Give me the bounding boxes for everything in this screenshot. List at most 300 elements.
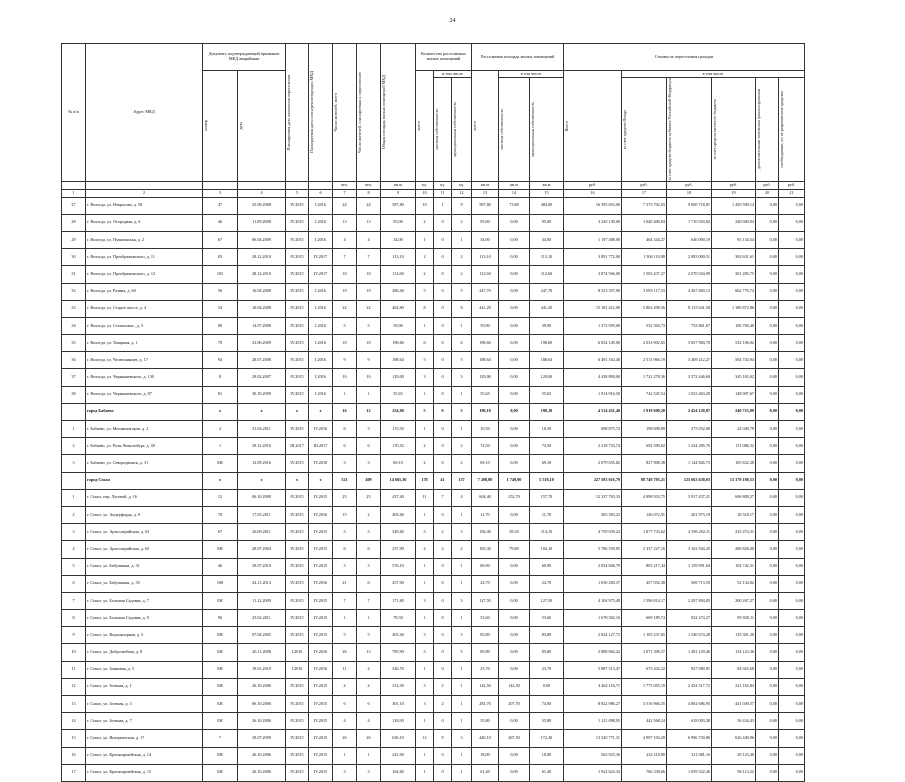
table-cell: 3 xyxy=(357,764,381,781)
table-cell: IV.2015 xyxy=(309,730,333,747)
table-cell: IV.2015 xyxy=(309,627,333,644)
row-number-cell: 27 xyxy=(62,197,86,214)
table-cell: 0,00 xyxy=(779,472,805,489)
table-cell: 35,80 xyxy=(472,713,499,730)
table-cell: 2 xyxy=(416,266,434,283)
table-cell: IV.2015 xyxy=(309,541,333,558)
table-cell: 0,00 xyxy=(756,678,779,695)
table-cell: 4 998 933,75 xyxy=(622,489,667,506)
table-row xyxy=(62,730,805,747)
table-cell: 0,00 xyxy=(779,661,805,678)
column-index-cell: 8 xyxy=(357,189,381,197)
table-cell: 1 xyxy=(452,317,472,334)
table-cell: 240 040,04 xyxy=(712,214,756,231)
table-cell: 10 xyxy=(416,197,434,214)
table-cell: 618 003,38 xyxy=(667,713,712,730)
table-cell: 3 093 117,33 xyxy=(622,283,667,300)
table-cell: 8 115 041,58 xyxy=(667,300,712,317)
table-cell: 0,00 xyxy=(499,575,530,592)
table-cell: 19 xyxy=(333,283,357,300)
table-cell: 95,00 xyxy=(381,214,416,231)
table-cell: 16 395 653,00 xyxy=(564,197,622,214)
table-cell: 06.04.2009 xyxy=(238,231,286,248)
table-cell: 252,70 xyxy=(499,489,530,506)
table-cell: 0,00 xyxy=(756,592,779,609)
table-cell: 0,00 xyxy=(756,197,779,214)
table-cell: 1 xyxy=(416,764,434,781)
table-cell: I.2016 xyxy=(309,214,333,231)
table-cell: 15 xyxy=(333,506,357,523)
table-cell: 162,60 xyxy=(381,764,416,781)
table-cell: IV.2015 xyxy=(286,575,309,592)
table-cell: 22 xyxy=(357,300,381,317)
table-cell: 1 xyxy=(333,610,357,627)
table-cell: 0 xyxy=(434,300,452,317)
table-cell: 1 144 826,73 xyxy=(667,455,712,472)
row-number-cell: 1 xyxy=(62,489,86,506)
table-cell: 10 xyxy=(357,369,381,386)
table-cell: 2 xyxy=(452,214,472,231)
row-number-cell xyxy=(62,403,86,420)
extra-header: дополнительные источники финансирования xyxy=(756,78,779,182)
table-cell: I.2016 xyxy=(309,317,333,334)
table-cell: 85,80 xyxy=(530,644,564,661)
column-index-cell: 12 xyxy=(452,189,472,197)
table-cell: 34,00 xyxy=(381,231,416,248)
table-cell: 0,00 xyxy=(499,403,530,420)
table-cell: 0,00 xyxy=(779,317,805,334)
table-cell: 3 xyxy=(452,730,472,747)
table-cell: 1 xyxy=(452,231,472,248)
table-row xyxy=(62,627,805,644)
table-cell: 0,00 xyxy=(756,317,779,334)
table-cell: 237,09 xyxy=(381,541,416,558)
table-cell: 46 xyxy=(203,214,238,231)
table-cell: 26 xyxy=(333,730,357,747)
table-cell: х xyxy=(309,403,333,420)
table-cell: IV.2015 xyxy=(309,764,333,781)
table-row xyxy=(62,386,805,403)
table-cell: 11.09.2008 xyxy=(238,214,286,231)
table-cell: 2 218 733,74 xyxy=(564,438,622,455)
table-cell: IV.2015 xyxy=(286,541,309,558)
table-cell: 61,40 xyxy=(472,764,499,781)
table-cell: 104,10 xyxy=(530,541,564,558)
table-cell: 1 540 674,28 xyxy=(667,627,712,644)
table-cell: 23,70 xyxy=(530,661,564,678)
table-cell: 669 189,74 xyxy=(622,610,667,627)
table-cell: 60,90 xyxy=(472,558,499,575)
table-cell: БН xyxy=(203,661,238,678)
unit-cell xyxy=(86,181,203,189)
table-cell: 2 454 128,07 xyxy=(667,403,712,420)
address-cell: г. Вологда, ул. Челюскинцев, д. 17 xyxy=(86,352,203,369)
table-cell: 5 xyxy=(357,317,381,334)
table-cell: 112,60 xyxy=(381,266,416,283)
address-cell: г. Сокол, ул. Большая Садовая, д. 7 xyxy=(86,592,203,609)
table-cell: 39,90 xyxy=(381,317,416,334)
table-cell: 232 218,90 xyxy=(622,747,667,764)
table-cell: 5 xyxy=(452,283,472,300)
table-cell: 2 xyxy=(452,266,472,283)
table-cell: 10,50 xyxy=(472,421,499,438)
table-cell: 11 xyxy=(333,661,357,678)
table-cell: 0 xyxy=(434,352,452,369)
table-row xyxy=(62,644,805,661)
table-cell: 3 874 566,00 xyxy=(564,266,622,283)
qty-group-header: Количество расселяемых жилых помещений xyxy=(416,44,472,71)
table-cell: 1 xyxy=(452,386,472,403)
table-cell: 4 xyxy=(333,713,357,730)
table-cell: IV.2015 xyxy=(286,558,309,575)
table-cell: 235 474,31 xyxy=(712,524,756,541)
address-cell: г. Сокол, ул. Зеленая, д. 3 xyxy=(86,696,203,713)
table-cell: 24,70 xyxy=(472,575,499,592)
table-cell: 2 xyxy=(434,678,452,695)
table-cell: IV.2015 xyxy=(286,231,309,248)
table-cell: 0,00 xyxy=(779,369,805,386)
table-cell: 7 xyxy=(203,730,238,747)
table-cell: IV.2015 xyxy=(309,524,333,541)
table-cell: 1 xyxy=(416,713,434,730)
table-cell: 142,50 xyxy=(499,678,530,695)
total-area-header: Общая площадь жилых помещений МКД xyxy=(381,44,416,182)
table-cell: 3 xyxy=(452,369,472,386)
area-private-header: частная собственность xyxy=(499,78,530,182)
table-cell: 1 xyxy=(416,610,434,627)
table-cell: 552 394,73 xyxy=(622,317,667,334)
table-row xyxy=(62,300,805,317)
address-cell: г. Вологда, ул. Некрасова, д. 58 xyxy=(86,197,203,214)
table-cell: 2 083 000,51 xyxy=(667,249,712,266)
table-cell: 5 xyxy=(357,524,381,541)
table-cell: 170,52 xyxy=(381,438,416,455)
table-cell: 1 234 285,76 xyxy=(667,438,712,455)
table-cell: 0 xyxy=(434,764,452,781)
table-cell: 0 xyxy=(434,386,452,403)
table-cell: 26.10.2006 xyxy=(238,713,286,730)
area-municipal-header: муниципальная собственность xyxy=(530,78,564,182)
table-cell: 0,00 xyxy=(756,506,779,523)
table-cell: 19.01.2010 xyxy=(238,661,286,678)
table-cell: 4 xyxy=(452,489,472,506)
area-total-header: всего xyxy=(472,71,499,182)
table-cell: 0,00 xyxy=(499,644,530,661)
table-cell: 3 516 966,35 xyxy=(622,696,667,713)
unit-cell: кв.м xyxy=(530,181,564,189)
table-cell: 39,90 xyxy=(530,317,564,334)
table-cell: 5 863 498,56 xyxy=(622,300,667,317)
table-cell: 441 049,57 xyxy=(712,696,756,713)
table-cell: IV.2016 xyxy=(309,575,333,592)
table-cell: 0,00 xyxy=(779,438,805,455)
table-cell: 0 xyxy=(434,283,452,300)
table-cell: 0,00 xyxy=(779,231,805,248)
table-cell: 7 208,00 xyxy=(472,472,499,489)
residents-header: Число жителей, всего xyxy=(333,44,357,182)
no-header: № п/п xyxy=(62,44,86,182)
table-cell: 1 xyxy=(333,747,357,764)
table-cell: IV.2015 xyxy=(286,696,309,713)
nonrefund-header: необходимые, но не разрешенные средства xyxy=(779,78,805,182)
table-cell: 84 025,68 xyxy=(712,661,756,678)
row-number-cell: 12 xyxy=(62,678,86,695)
table-cell: 0 xyxy=(434,403,452,420)
table-cell: 9 000 718,81 xyxy=(667,197,712,214)
table-cell: 403,40 xyxy=(381,627,416,644)
table-cell: 134 123,36 xyxy=(712,644,756,661)
address-cell: г. Сокол, ул. Артиллерийская, д. 63 xyxy=(86,524,203,541)
table-cell: I.2016 xyxy=(309,231,333,248)
table-cell: 2 xyxy=(416,214,434,231)
table-cell: 247,70 xyxy=(530,283,564,300)
table-cell: 10 xyxy=(357,335,381,352)
table-cell: 2 xyxy=(434,696,452,713)
table-cell: 1 xyxy=(452,575,472,592)
table-cell: 1 071 309,37 xyxy=(622,644,667,661)
table-cell: 6 xyxy=(333,438,357,455)
table-cell: IV.2015 xyxy=(309,592,333,609)
table-cell: 1 xyxy=(434,197,452,214)
address-cell: г. Сокол, ул. Водонапорная, д. 5 xyxy=(86,627,203,644)
table-cell: 0,00 xyxy=(756,352,779,369)
table-row xyxy=(62,610,805,627)
table-cell: 129,00 xyxy=(381,369,416,386)
table-row xyxy=(62,455,805,472)
table-cell: 172,20 xyxy=(530,730,564,747)
table-cell: IV.2015 xyxy=(286,455,309,472)
table-cell: 1 121 098,95 xyxy=(564,713,622,730)
table-cell: I.2016 xyxy=(309,386,333,403)
table-cell: 10 xyxy=(333,335,357,352)
table-cell: 55,65 xyxy=(530,386,564,403)
table-cell: 67 xyxy=(203,524,238,541)
table-cell: 108 xyxy=(203,575,238,592)
table-cell: 25.02.2011 xyxy=(238,610,286,627)
table-cell: 171,80 xyxy=(381,592,416,609)
table-cell: 2 454 317,72 xyxy=(667,678,712,695)
table-cell: 0,00 xyxy=(779,592,805,609)
table-cell: 626 449,96 xyxy=(712,730,756,747)
table-cell: 0,00 xyxy=(756,249,779,266)
table-cell: 26 xyxy=(357,730,381,747)
table-cell: 54 xyxy=(203,300,238,317)
table-cell: 106 760,40 xyxy=(712,317,756,334)
unit-cell: чел. xyxy=(357,181,381,189)
table-cell: IV.2015 xyxy=(286,369,309,386)
table-cell: 1 678 302,16 xyxy=(564,610,622,627)
table-cell: х xyxy=(286,403,309,420)
table-cell: 23,70 xyxy=(472,661,499,678)
table-cell: 5 518,10 xyxy=(530,472,564,489)
column-index-cell: 14 xyxy=(499,189,530,197)
table-cell: III.2017 xyxy=(286,438,309,455)
row-number-cell: 38 xyxy=(62,386,86,403)
table-cell: III.2017 xyxy=(309,438,333,455)
unit-cell: ед. xyxy=(416,181,434,189)
table-row xyxy=(62,231,805,248)
table-cell: 785,90 xyxy=(381,644,416,661)
table-cell: IV.2015 xyxy=(286,421,309,438)
table-cell: 0,00 xyxy=(779,524,805,541)
row-number-cell: 3 xyxy=(62,455,86,472)
address-cell: г. Бабаево, ул. Северодвинск, д. 31 xyxy=(86,455,203,472)
table-cell: 3 xyxy=(416,678,434,695)
table-cell: 5 xyxy=(416,403,434,420)
table-cell: 207,70 xyxy=(499,696,530,713)
table-cell: 24 040,79 xyxy=(712,421,756,438)
table-cell: 78 xyxy=(203,335,238,352)
column-index-cell: 18 xyxy=(667,189,712,197)
table-cell: 78 xyxy=(203,506,238,523)
address-cell: г. Вологда, ул. Огородная, д. 6 xyxy=(86,214,203,231)
table-cell: 302 631,61 xyxy=(712,249,756,266)
table-cell: IV.2015 xyxy=(309,713,333,730)
table-cell: 125 663 638,03 xyxy=(667,472,712,489)
table-row xyxy=(62,524,805,541)
column-index-cell: 9 xyxy=(381,189,416,197)
table-cell: 0,00 xyxy=(779,386,805,403)
table-cell: 440,10 xyxy=(472,730,499,747)
table-cell: 6 xyxy=(416,335,434,352)
row-number-cell: 29 xyxy=(62,231,86,248)
table-cell: IV.2015 xyxy=(286,249,309,266)
table-cell: 221 165,84 xyxy=(712,678,756,695)
unit-cell xyxy=(309,181,333,189)
table-cell: 52 134,02 xyxy=(712,575,756,592)
table-cell: I.2016 xyxy=(286,661,309,678)
table-cell: I.2016 xyxy=(309,369,333,386)
table-cell: 1 xyxy=(416,421,434,438)
column-index-cell: 1 xyxy=(62,189,86,197)
table-cell: 2 xyxy=(416,438,434,455)
table-cell: 58,30 xyxy=(499,524,530,541)
table-cell: 4 514 451,40 xyxy=(564,403,622,420)
table-cell: 135 301,30 xyxy=(712,627,756,644)
table-cell: 5 xyxy=(333,317,357,334)
table-cell: IV.2015 xyxy=(309,489,333,506)
table-cell: 25.09.2008 xyxy=(238,197,286,214)
row-number-cell: 4 xyxy=(62,541,86,558)
table-cell: 3 xyxy=(452,592,472,609)
row-number-cell: 7 xyxy=(62,592,86,609)
table-cell: 0,00 xyxy=(779,541,805,558)
table-cell: 11.12.2009 xyxy=(238,592,286,609)
table-cell: 18,00 xyxy=(472,747,499,764)
table-cell: 2 070 034,99 xyxy=(667,266,712,283)
row-number-cell: 36 xyxy=(62,352,86,369)
table-row xyxy=(62,661,805,678)
table-row xyxy=(62,747,805,764)
table-cell: 733 861,67 xyxy=(667,317,712,334)
table-row xyxy=(62,369,805,386)
table-cell: 6 xyxy=(357,541,381,558)
table-cell: 0 xyxy=(434,627,452,644)
table-cell: 200 267,27 xyxy=(712,592,756,609)
row-number-cell: 31 xyxy=(62,266,86,283)
table-cell: 8 xyxy=(416,300,434,317)
address-cell: г. Вологда, ул. Преображенского, д. 12 xyxy=(86,266,203,283)
table-cell: 0,00 xyxy=(779,197,805,214)
table-cell: IV.2015 xyxy=(286,730,309,747)
table-cell: 95,00 xyxy=(472,214,499,231)
table-cell: 576,10 xyxy=(381,558,416,575)
table-row xyxy=(62,421,805,438)
table-cell: 6 906 730,86 xyxy=(667,730,712,747)
unit-cell: руб. xyxy=(564,181,622,189)
table-cell: 1 xyxy=(452,506,472,523)
table-cell: 3 469 212,27 xyxy=(667,352,712,369)
table-cell: 61,40 xyxy=(530,764,564,781)
table-cell: 8 xyxy=(452,300,472,317)
table-cell: 6 xyxy=(357,438,381,455)
table-cell: 95,00 xyxy=(530,214,564,231)
table-cell: 9 xyxy=(452,197,472,214)
table-cell: 1 xyxy=(333,386,357,403)
table-row xyxy=(62,678,805,695)
table-cell: 0 xyxy=(434,455,452,472)
table-cell: 1 919 600,20 xyxy=(622,403,667,420)
address-cell: г. Сокол, ул. Зинковая, д. 5 xyxy=(86,661,203,678)
row-number-cell: 34 xyxy=(62,317,86,334)
table-cell: 1 503 437,27 xyxy=(622,266,667,283)
table-cell: 409 xyxy=(357,472,381,489)
address-cell: г. Сокол, ул. Большая Садовая, д. 9 xyxy=(86,610,203,627)
table-cell: 190,10 xyxy=(472,403,499,420)
table-cell: 28.07.2008 xyxy=(238,352,286,369)
table-cell: 1 023 463,29 xyxy=(667,386,712,403)
table-cell: 3 xyxy=(452,627,472,644)
table-cell: 587,80 xyxy=(472,197,499,214)
table-cell: 55,65 xyxy=(381,386,416,403)
table-cell: 464 344,27 xyxy=(622,231,667,248)
table-cell: 0 xyxy=(434,610,452,627)
table-cell: 675 432,22 xyxy=(622,661,667,678)
table-cell: 0,00 xyxy=(756,610,779,627)
table-cell: IV.2015 xyxy=(286,335,309,352)
table-header xyxy=(62,44,805,198)
table-cell: 562 923,36 xyxy=(564,747,622,764)
table-cell: 1 xyxy=(452,661,472,678)
table-cell: 114,10 xyxy=(530,524,564,541)
doc-number-header: номер xyxy=(203,71,238,182)
column-index-cell: 17 xyxy=(622,189,667,197)
table-cell: IV.2015 xyxy=(286,352,309,369)
table-cell: 0,00 xyxy=(779,558,805,575)
table-cell: 321 081,16 xyxy=(667,747,712,764)
regional-header: за счет средств бюджета субъекта Российской Федерации xyxy=(667,78,712,182)
table-cell: 18,00 xyxy=(530,747,564,764)
table-cell: 69,10 xyxy=(381,455,416,472)
table-cell: 2 xyxy=(434,541,452,558)
table-cell: 5 xyxy=(357,627,381,644)
table-cell: 0 xyxy=(434,421,452,438)
table-cell: 2 xyxy=(452,249,472,266)
table-cell: 1 xyxy=(452,696,472,713)
table-cell: 26.10.2006 xyxy=(238,747,286,764)
table-cell: 0 xyxy=(434,317,452,334)
table-row xyxy=(62,283,805,300)
table-row xyxy=(62,541,805,558)
table-cell: 93 134,54 xyxy=(712,231,756,248)
table-cell: 0,00 xyxy=(756,541,779,558)
table-cell: 198,60 xyxy=(381,335,416,352)
table-cell: 0,00 xyxy=(779,214,805,231)
table-cell: 35,80 xyxy=(530,713,564,730)
table-cell: 6 xyxy=(333,421,357,438)
table-cell: 1 xyxy=(452,610,472,627)
table-cell: IV.2015 xyxy=(286,524,309,541)
